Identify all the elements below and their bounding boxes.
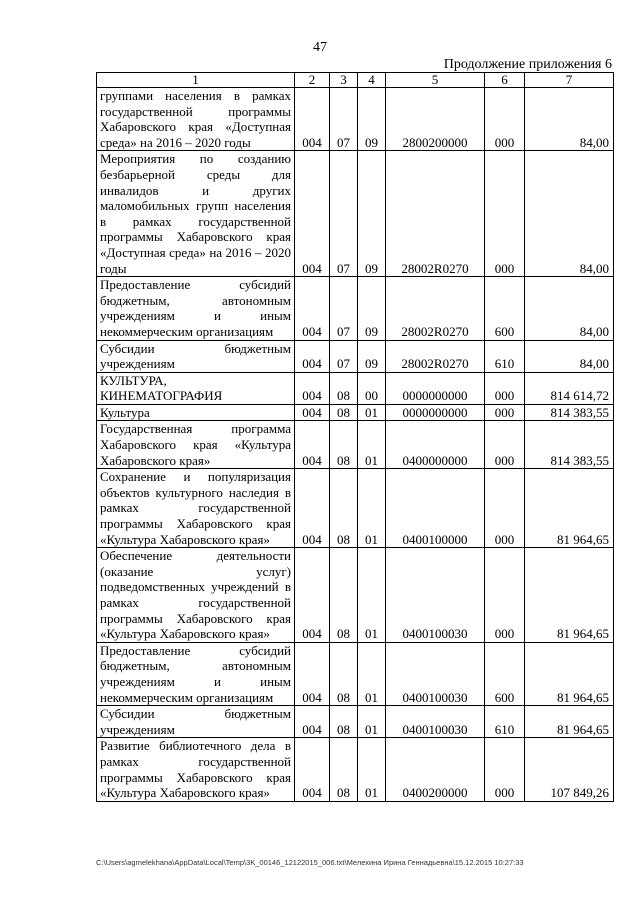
row-amount-cell: 84,00	[525, 340, 614, 372]
row-amount-cell: 814 383,55	[525, 404, 614, 421]
row-code-cell: 004	[295, 88, 330, 151]
row-name-cell: Обеспечение деятельности (оказание услуг) подведомственных учреждений в рамках государственной программы Хабаровского края «Культура Хабаровского края»	[97, 548, 295, 643]
row-type-cell: 610	[485, 340, 525, 372]
row-name-cell: Мероприятия по созданию безбарьерной среды для инвалидов и других маломобильных групп населения в рамках государственной программы Хабаровского края «Доступная среда» на 2016 – 2020 годы	[97, 151, 295, 277]
row-type-cell: 000	[485, 548, 525, 643]
row-code-cell: 004	[295, 642, 330, 705]
table-row	[97, 404, 614, 421]
table-row	[97, 340, 614, 372]
row-target-cell: 0400100030	[386, 548, 485, 643]
table-row	[97, 88, 614, 151]
row-section-cell: 08	[330, 738, 358, 801]
row-type-cell: 000	[485, 88, 525, 151]
row-section-cell: 08	[330, 706, 358, 738]
table-row	[97, 421, 614, 469]
header-cell: 2	[295, 73, 330, 88]
row-section-cell: 08	[330, 469, 358, 548]
row-amount-cell: 84,00	[525, 277, 614, 340]
row-code-cell: 004	[295, 706, 330, 738]
table-row	[97, 277, 614, 340]
row-code-cell: 004	[295, 151, 330, 277]
row-target-cell: 0400100000	[386, 469, 485, 548]
row-target-cell: 2800200000	[386, 88, 485, 151]
row-name-cell: Сохранение и популяризация объектов культурного наследия в рамках государственной программы Хабаровского края «Культура Хабаровского края»	[97, 469, 295, 548]
header-cell: 7	[525, 73, 614, 88]
row-target-cell: 28002R0270	[386, 277, 485, 340]
row-target-cell: 0400100030	[386, 706, 485, 738]
row-section-cell: 08	[330, 548, 358, 643]
row-name-cell: КУЛЬТУРА, КИНЕМАТОГРАФИЯ	[97, 372, 295, 404]
row-target-cell: 0400100030	[386, 642, 485, 705]
row-subsection-cell: 00	[358, 372, 386, 404]
row-type-cell: 000	[485, 404, 525, 421]
row-code-cell: 004	[295, 421, 330, 469]
row-amount-cell: 84,00	[525, 88, 614, 151]
row-code-cell: 004	[295, 372, 330, 404]
footer-file-path: C:\Users\agmelekhana\AppData\Local\Temp\3K_00146_12122015_006.txt\Мелехина Ирина Геннадьевна\15.12.2015 10:27:33	[96, 858, 524, 867]
row-type-cell: 610	[485, 706, 525, 738]
row-subsection-cell: 09	[358, 88, 386, 151]
row-section-cell: 07	[330, 151, 358, 277]
continuation-label: Продолжение приложения 6	[443, 57, 612, 72]
row-type-cell: 600	[485, 277, 525, 340]
row-target-cell: 0400200000	[386, 738, 485, 801]
table-row	[97, 548, 614, 643]
row-type-cell: 000	[485, 372, 525, 404]
header-cell: 1	[97, 73, 295, 88]
row-name-cell: Культура	[97, 404, 295, 421]
row-type-cell: 000	[485, 469, 525, 548]
row-section-cell: 07	[330, 277, 358, 340]
page-number: 47	[313, 40, 327, 55]
row-subsection-cell: 09	[358, 340, 386, 372]
row-name-cell: Субсидии бюджетным учреждениям	[97, 706, 295, 738]
budget-table	[96, 72, 614, 802]
header-row	[97, 73, 614, 88]
row-type-cell: 000	[485, 151, 525, 277]
row-section-cell: 08	[330, 372, 358, 404]
row-code-cell: 004	[295, 340, 330, 372]
row-code-cell: 004	[295, 404, 330, 421]
row-subsection-cell: 01	[358, 469, 386, 548]
row-type-cell: 000	[485, 738, 525, 801]
row-subsection-cell: 09	[358, 277, 386, 340]
row-section-cell: 08	[330, 421, 358, 469]
row-amount-cell: 81 964,65	[525, 706, 614, 738]
row-code-cell: 004	[295, 738, 330, 801]
row-name-cell: Государственная программа Хабаровского края «Культура Хабаровского края»	[97, 421, 295, 469]
row-code-cell: 004	[295, 548, 330, 643]
row-subsection-cell: 01	[358, 421, 386, 469]
row-target-cell: 0400000000	[386, 421, 485, 469]
row-type-cell: 600	[485, 642, 525, 705]
row-subsection-cell: 01	[358, 548, 386, 643]
table-row	[97, 738, 614, 801]
table-row	[97, 642, 614, 705]
row-name-cell: Предоставление субсидий бюджетным, автономным учреждениям и иным некоммерческим организациям	[97, 277, 295, 340]
header-cell: 3	[330, 73, 358, 88]
row-section-cell: 08	[330, 642, 358, 705]
row-code-cell: 004	[295, 277, 330, 340]
row-subsection-cell: 01	[358, 642, 386, 705]
row-subsection-cell: 01	[358, 404, 386, 421]
row-amount-cell: 81 964,65	[525, 642, 614, 705]
row-type-cell: 000	[485, 421, 525, 469]
row-name-cell: Субсидии бюджетным учреждениям	[97, 340, 295, 372]
row-section-cell: 07	[330, 340, 358, 372]
row-name-cell: группами населения в рамках государственной программы Хабаровского края «Доступная среда» на 2016 – 2020 годы	[97, 88, 295, 151]
row-target-cell: 28002R0270	[386, 340, 485, 372]
table-row	[97, 372, 614, 404]
header-cell: 4	[358, 73, 386, 88]
row-amount-cell: 81 964,65	[525, 469, 614, 548]
header-cell: 6	[485, 73, 525, 88]
table-row	[97, 151, 614, 277]
row-subsection-cell: 09	[358, 151, 386, 277]
table-body	[97, 73, 614, 802]
row-section-cell: 08	[330, 404, 358, 421]
row-amount-cell: 814 614,72	[525, 372, 614, 404]
row-code-cell: 004	[295, 469, 330, 548]
row-target-cell: 28002R0270	[386, 151, 485, 277]
header-cell: 5	[386, 73, 485, 88]
row-subsection-cell: 01	[358, 706, 386, 738]
row-target-cell: 0000000000	[386, 372, 485, 404]
row-amount-cell: 814 383,55	[525, 421, 614, 469]
row-amount-cell: 107 849,26	[525, 738, 614, 801]
row-section-cell: 07	[330, 88, 358, 151]
row-subsection-cell: 01	[358, 738, 386, 801]
table-row	[97, 706, 614, 738]
row-name-cell: Предоставление субсидий бюджетным, автономным учреждениям и иным некоммерческим организациям	[97, 642, 295, 705]
row-amount-cell: 84,00	[525, 151, 614, 277]
row-name-cell: Развитие библиотечного дела в рамках государственной программы Хабаровского края «Культура Хабаровского края»	[97, 738, 295, 801]
row-amount-cell: 81 964,65	[525, 548, 614, 643]
row-target-cell: 0000000000	[386, 404, 485, 421]
table-row	[97, 469, 614, 548]
